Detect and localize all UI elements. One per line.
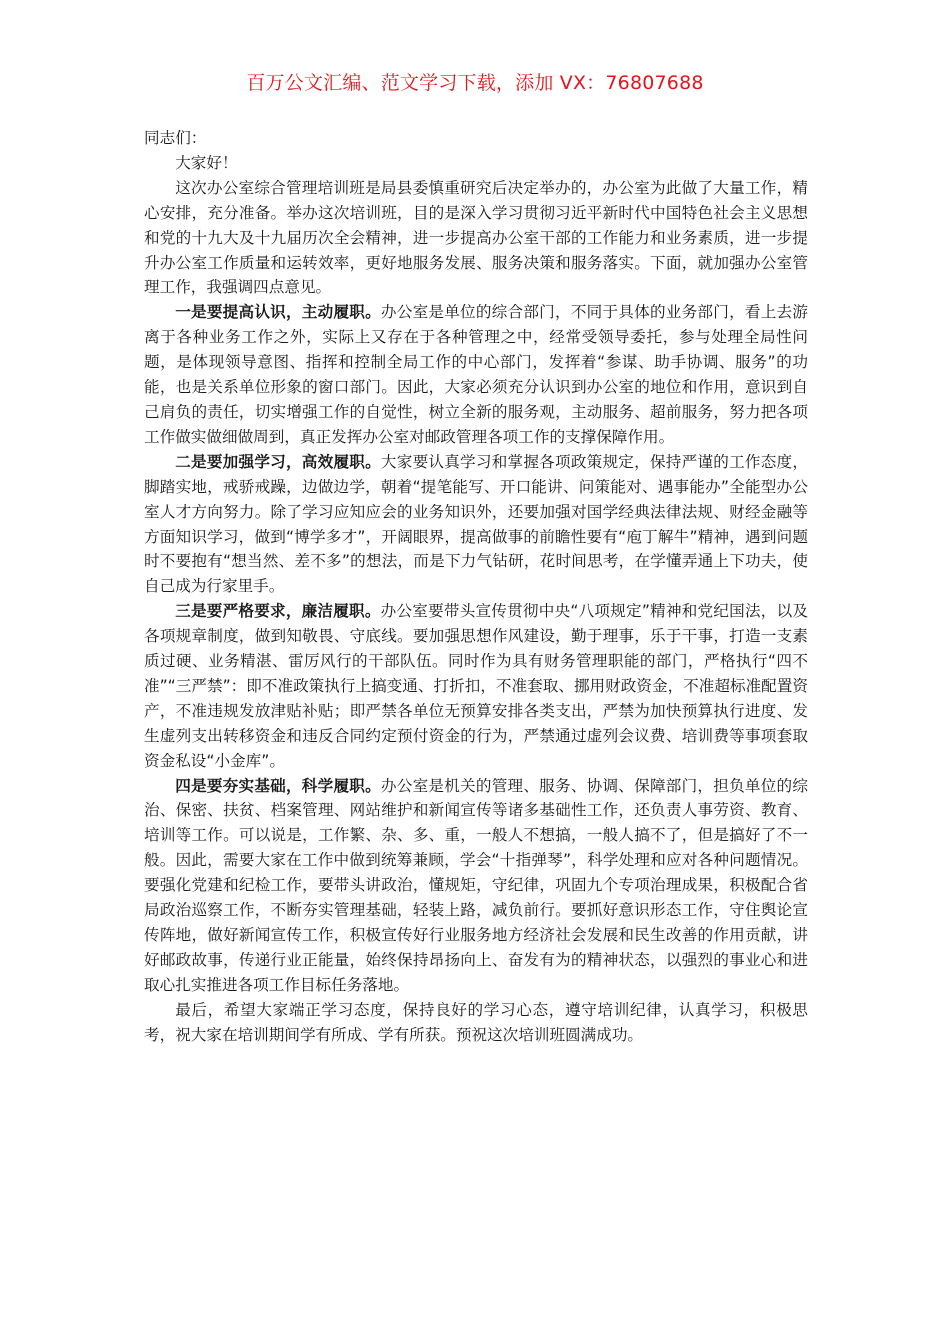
- point-paragraph-4: [144, 774, 808, 998]
- point-heading: 一是要提高认识，主动履职。: [175, 303, 381, 322]
- point-text: 办公室是机关的管理、服务、协调、保障部门，担负单位的综治、保密、扶贫、档案管理、网站维护和新闻宣传等诸多基础性工作，还负责人事劳资、教育、培训等工作。可以说是，工作繁、杂、多、重，一般人不想搞，一般人搞不了，但是搞好了不一般。因此，需要大家在工作中做到统筹兼顾，学会“十指弹琴”，科学处理和应对各种问题情况。要强化党建和纪检工作，要带头讲政治，懂规矩，守纪律，巩固九个专项治理成果，积极配合省局政治巡察工作，不断夯实管理基础，轻装上路，减负前行。要抓好意识形态工作，守住舆论宣传阵地，做好新闻宣传工作，积极宣传好行业服务地方经济社会发展和民生改善的作用贡献，讲好邮政故事，传递行业正能量，始终保持昂扬向上、奋发有为的精神状态，以强烈的事业心和进取心扎实推进各项工作目标任务落地。: [144, 776, 808, 994]
- document-body: [144, 126, 808, 1048]
- closing-paragraph: 最后，希望大家端正学习态度，保持良好的学习心态，遵守培训纪律，认真学习，积极思考，祝大家在培训期间学有所成、学有所获。预祝这次培训班圆满成功。: [144, 1000, 808, 1044]
- watermark-header: 百万公文汇编、范文学习下载，添加 VX：76807688: [246, 72, 704, 94]
- point-heading: 三是要严格要求，廉洁履职。: [175, 602, 381, 621]
- point-heading: 四是要夯实基础，科学履职。: [175, 776, 381, 795]
- point-text: 大家要认真学习和掌握各项政策规定，保持严谨的工作态度，脚踏实地，戒骄戒躁，边做边学，朝着“提笔能写、开口能讲、问策能对、遇事能办”全能型办公室人才方向努力。除了学习应知应会的业务知识外，还要加强对国学经典法律法规、财经金融等方面知识学习，做到“博学多才”，开阔眼界，提高做事的前瞻性要有“庖丁解牛”精神，遇到问题时不要抱有“想当然、差不多”的想法，而是下力气钻研，花时间思考，在学懂弄通上下功夫，使自己成为行家里手。: [144, 452, 808, 596]
- point-paragraph-3: [144, 599, 808, 773]
- point-heading: 二是要加强学习，高效履职。: [175, 452, 381, 471]
- greeting: 大家好！: [175, 153, 238, 172]
- point-paragraph-2: [144, 450, 808, 599]
- point-text: 办公室要带头宣传贯彻中央“八项规定”精神和党纪国法，以及各项规章制度，做到知敬畏、守底线。要加强思想作风建设，勤于理事，乐于干事，打造一支素质过硬、业务精湛、雷厉风行的干部队伍。同时作为具有财务管理职能的部门，严格执行“四不准”“三严禁”：即不准政策执行上搞变通、打折扣，不准套取、挪用财政资金，不准超标准配置资产，不准违规发放津贴补贴；即严禁各单位无预算安排各类支出，严禁为加快预算执行进度、发生虚列支出转移资金和违反合同约定预付资金的行为，严禁通过虚列会议费、培训费等事项套取资金私设“小金库”。: [144, 602, 808, 770]
- point-text: 办公室是单位的综合部门，不同于具体的业务部门，看上去游离于各种业务工作之外，实际上又存在于各种管理之中，经常受领导委托，参与处理全局性问题，是体现领导意图、指挥和控制全局工作的中心部门，发挥着“参谋、助手协调、服务”的功能，也是关系单位形象的窗口部门。因此，大家必须充分认识到办公室的地位和作用，意识到自己肩负的责任，切实增强工作的自觉性，树立全新的服务观，主动服务、超前服务，努力把各项工作做实做细做周到，真正发挥办公室对邮政管理各项工作的支撑保障作用。: [144, 303, 808, 446]
- intro-paragraph: 这次办公室综合管理培训班是局县委慎重研究后决定举办的，办公室为此做了大量工作，精心安排，充分准备。举办这次培训班，目的是深入学习贯彻习近平新时代中国特色社会主义思想和党的十九大及十九届历次全会精神，进一步提高办公室干部的工作能力和业务素质，进一步提升办公室工作质量和运转效率，更好地服务发展、服务决策和服务落实。下面，就加强办公室管理工作，我强调四点意见。: [144, 178, 808, 297]
- salutation: 同志们：: [144, 129, 207, 147]
- point-paragraph-1: [144, 300, 808, 449]
